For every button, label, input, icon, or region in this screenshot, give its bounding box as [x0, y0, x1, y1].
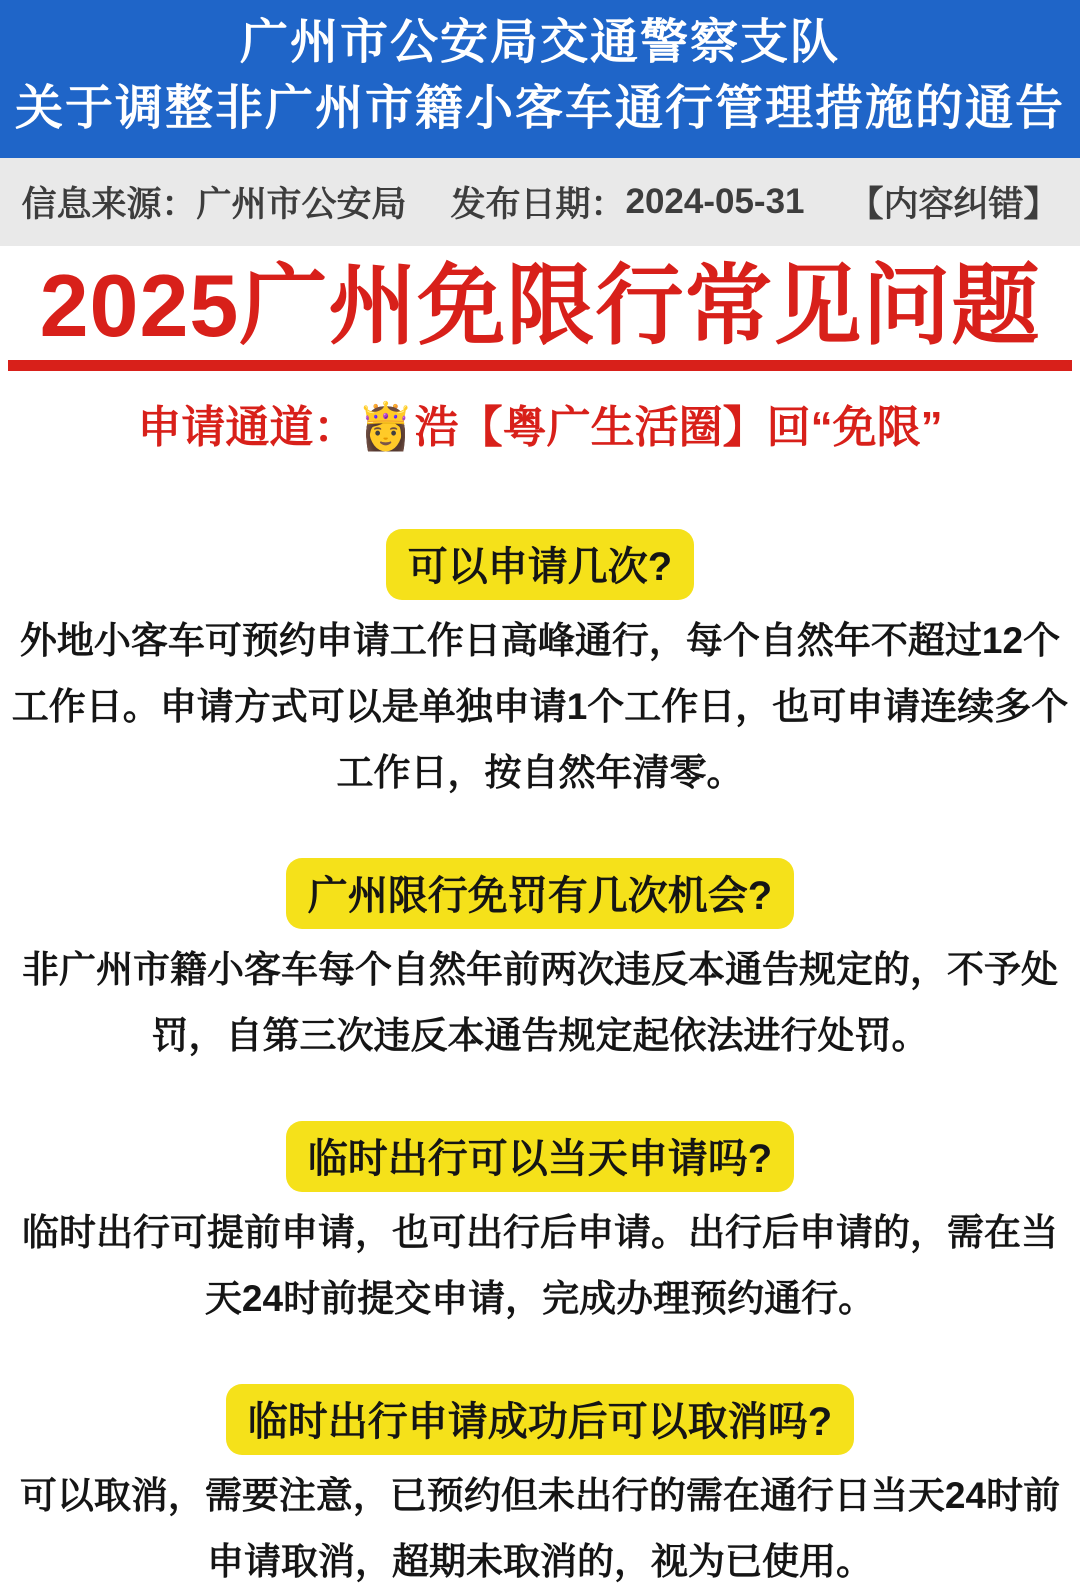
faq-question: 临时出行可以当天申请吗?: [286, 1121, 794, 1192]
meta-source-value: 广州市公安局: [196, 185, 407, 224]
faq-question: 临时出行申请成功后可以取消吗?: [226, 1384, 854, 1455]
blue-header: [0, 0, 1080, 158]
faq-item: [0, 1121, 1080, 1332]
content-correction-link[interactable]: 【内容纠错】: [848, 185, 1059, 224]
subtitle-prefix: 申请通道：: [137, 403, 358, 452]
faq-item: [0, 529, 1080, 806]
faq-question: 广州限行免罚有几次机会?: [286, 858, 794, 929]
meta-source-label: 信息来源：: [21, 185, 197, 224]
subtitle-suffix: 浩【粤广生活圈】回“免限”: [414, 403, 943, 452]
header-org-line: 广州市公安局交通警察支队: [239, 16, 840, 69]
faq-answer: 可以取消，需要注意，已预约但未出行的需在通行日当天24时前申请取消，超期未取消的，视为已使用。: [19, 1475, 1061, 1582]
princess-emoji-icon: 👸: [357, 400, 415, 452]
subtitle: [0, 391, 1080, 455]
faq-question: 可以申请几次?: [386, 529, 694, 600]
meta-bar: [0, 158, 1080, 246]
faq-item: [0, 1384, 1080, 1595]
meta-date: [450, 177, 804, 227]
page-title: 2025广州免限行常见问题: [8, 256, 1072, 371]
meta-date-label: 发布日期：: [450, 185, 626, 224]
faq-item: [0, 858, 1080, 1069]
faq-question-row: [0, 1121, 1080, 1192]
faq-question-row: [0, 858, 1080, 929]
meta-date-value: 2024-05-31: [625, 182, 805, 221]
faq-answer: 非广州市籍小客车每个自然年前两次违反本通告规定的，不予处罚，自第三次违反本通告规定起依法进行处罚。: [22, 949, 1058, 1056]
meta-source: [21, 177, 406, 227]
faq-question-row: [0, 529, 1080, 600]
faq-answer: 外地小客车可预约申请工作日高峰通行，每个自然年不超过12个工作日。申请方式可以是单独申请1个工作日，也可申请连续多个工作日，按自然年清零。: [11, 620, 1069, 793]
header-notice-title-line: 关于调整非广州市籍小客车通行管理措施的通告: [14, 82, 1065, 135]
faq-answer: 临时出行可提前申请，也可出行后申请。出行后申请的，需在当天24时前提交申请，完成办理预约通行。: [22, 1212, 1058, 1319]
